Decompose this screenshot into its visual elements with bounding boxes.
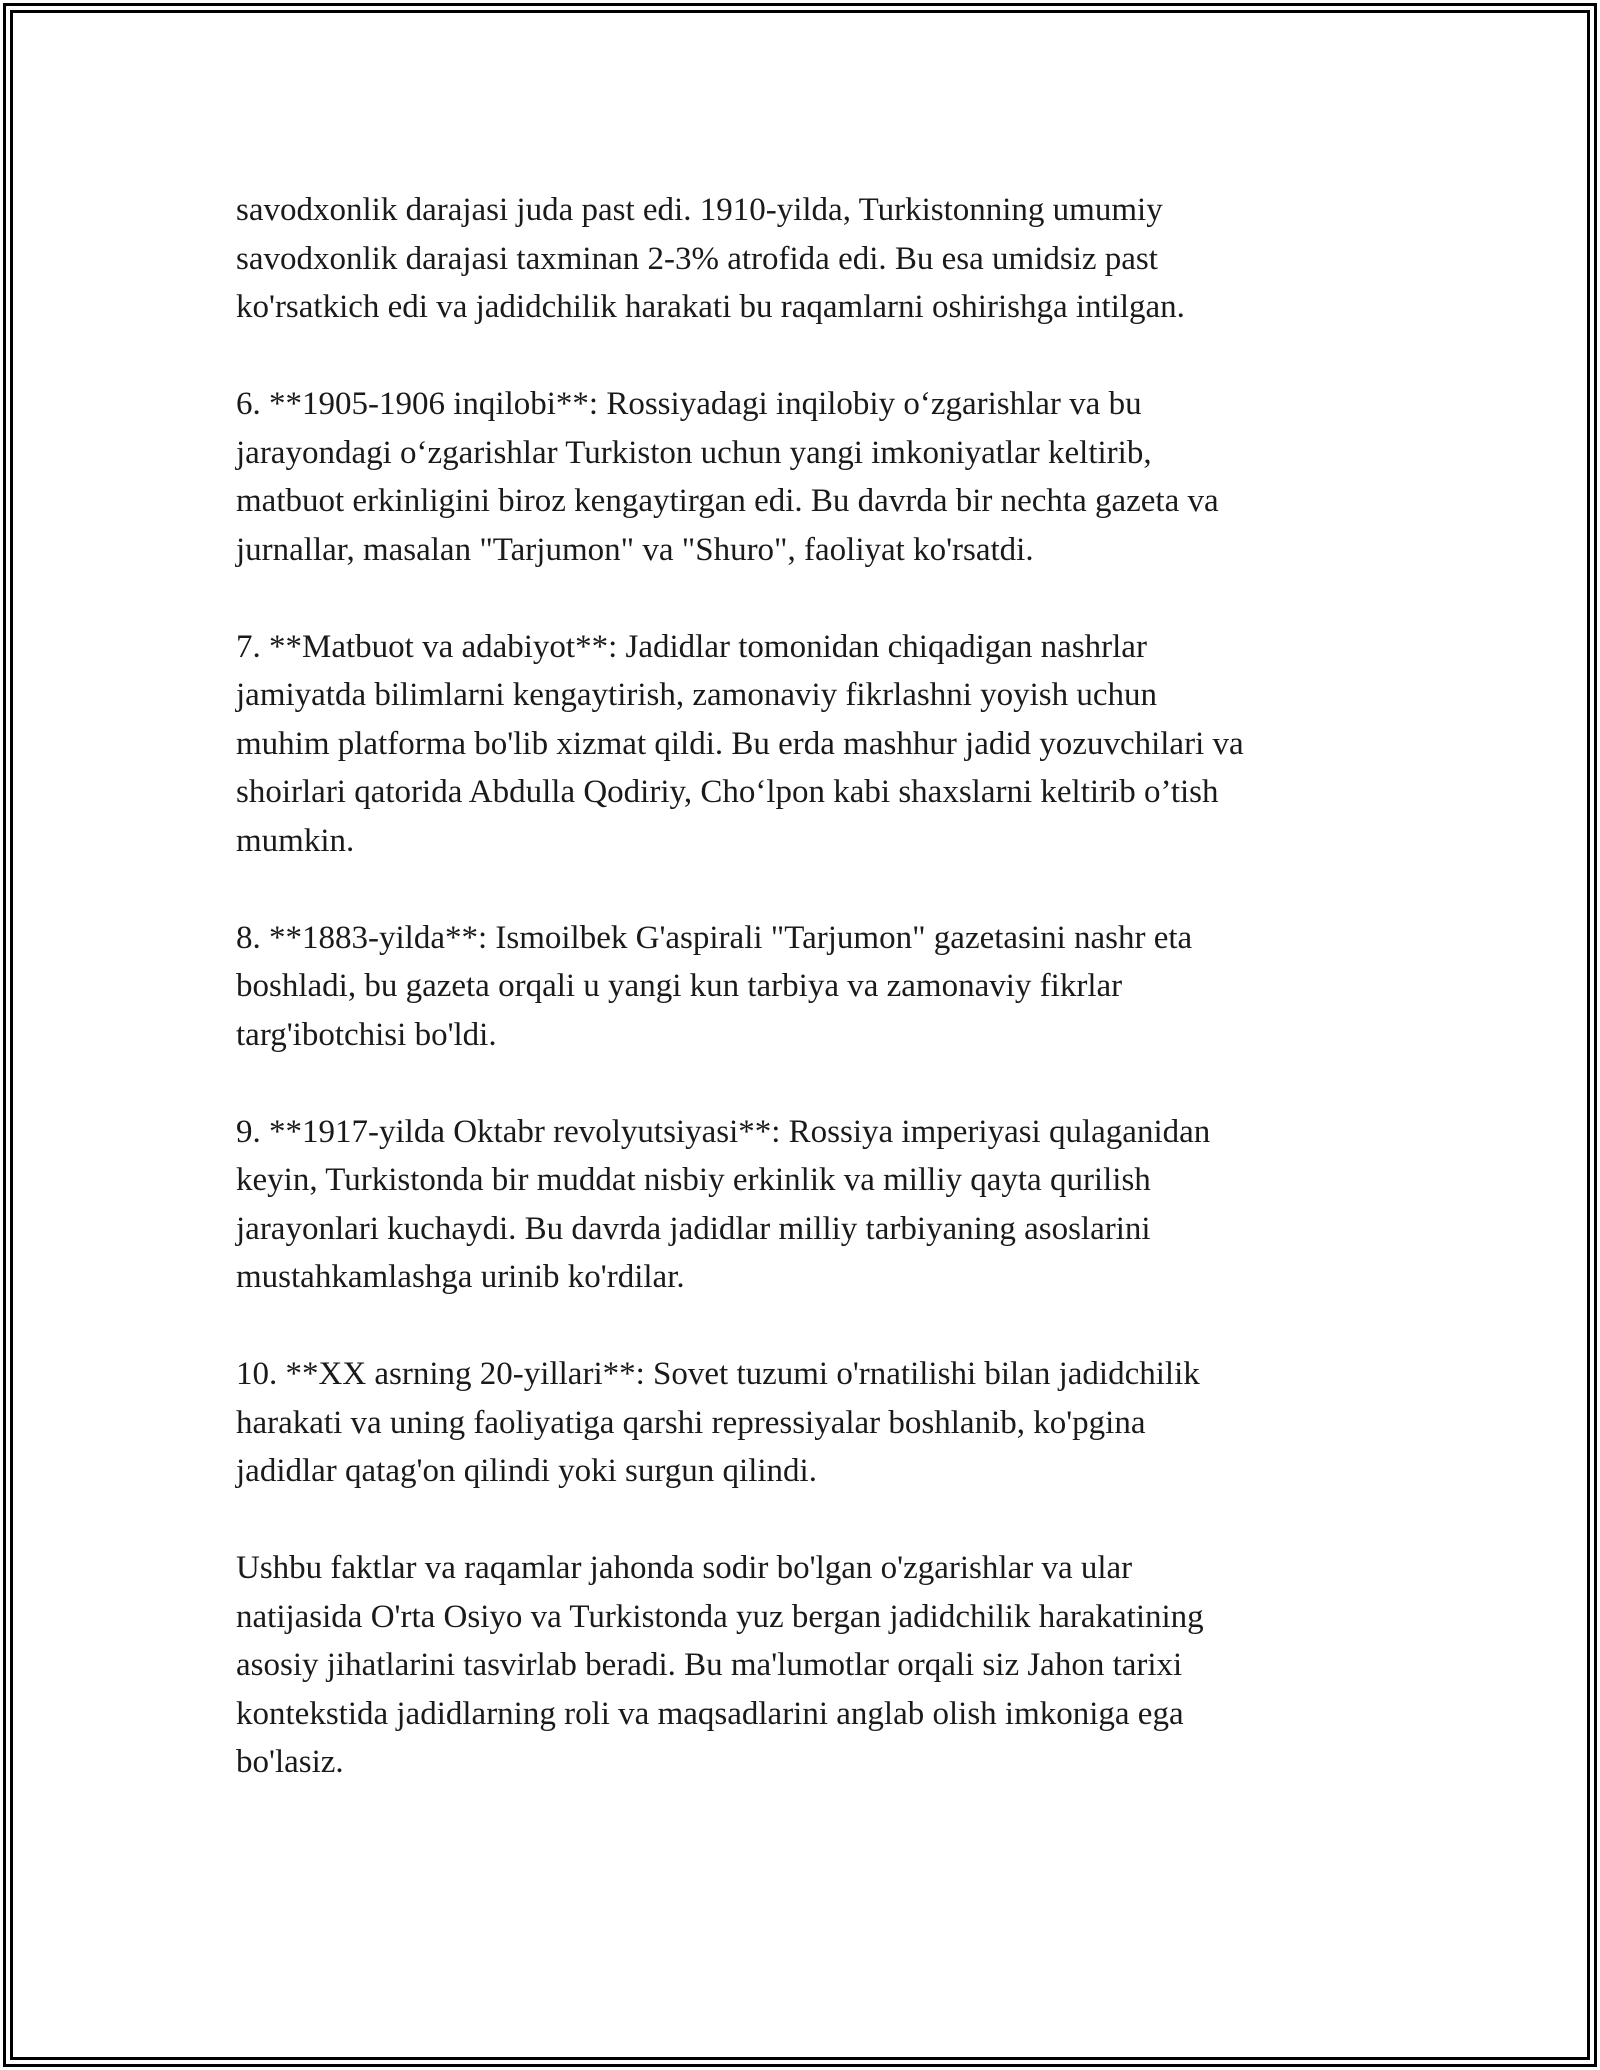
paragraph-item-9-october-revolution: 9. **1917-yilda Oktabr revolyutsiyasi**: Rossiya imperiyasi qulaganidan keyin, Turkistonda bir muddat nisbiy erkinlik va milliy qayta qurilish jarayonlari kuchaydi. Bu davrda jadidlar milliy tarbiyaning asoslarini mustahkamlashga urinib ko'rdilar. bbox=[236, 1113, 1211, 1295]
paragraph-item-6-revolution-1905: 6. **1905-1906 inqilobi**: Rossiyadagi inqilobiy o‘zgarishlar va bu jarayondagi o‘zgarishlar Turkiston uchun yangi imkoniyatlar keltirib, matbuot erkinligini biroz kengaytirgan edi. Bu davrda bir nechta gazeta va jurnallar, masalan "Tarjumon" va "Shuro", faoliyat ko'rsatdi. bbox=[236, 386, 1219, 568]
paragraph-literacy-intro: savodxonlik darajasi juda past edi. 1910-yilda, Turkistonning umumiy savodxonlik darajasi taxminan 2-3% atrofida edi. Bu esa umidsiz past ko'rsatkich edi va jadidchilik harakati bu raqamlarni oshirishga intilgan. bbox=[236, 192, 1185, 325]
paragraph-item-8-year-1883: 8. **1883-yilda**: Ismoilbek G'aspirali "Tarjumon" gazetasini nashr eta boshladi, bu gazeta orqali u yangi kun tarbiya va zamonaviy fikrlar targ'ibotchisi bo'ldi. bbox=[236, 919, 1193, 1053]
document-body bbox=[236, 186, 1366, 1787]
paragraph-item-7-press-literature: 7. **Matbuot va adabiyot**: Jadidlar tomonidan chiqadigan nashrlar jamiyatda bilimlarni kengaytirish, zamonaviy fikrlashni yoyish uchun muhim platforma bo'lib xizmat qildi. Bu erda mashhur jadid yozuvchilari va shoirlari qatorida Abdulla Qodiriy, Cho‘lpon kabi shaxslarni keltirib o’tish mumkin. bbox=[236, 628, 1244, 859]
paragraph-conclusion: Ushbu faktlar va raqamlar jahonda sodir bo'lgan o'zgarishlar va ular natijasida O'rta Osiyo va Turkistonda yuz bergan jadidchilik harakatining asosiy jihatlarini tasvirlab beradi. Bu ma'lumotlar orqali siz Jahon tarixi kontekstida jadidlarning roli va maqsadlarini anglab olish imkoniga ega bo'lasiz. bbox=[236, 1550, 1204, 1780]
paragraph-item-10-twenties: 10. **XX asrning 20-yillari**: Sovet tuzumi o'rnatilishi bilan jadidchilik harakati va uning faoliyatiga qarshi repressiyalar boshlanib, ko'pgina jadidlar qatag'on qilindi yoki surgun qilindi. bbox=[236, 1356, 1200, 1489]
